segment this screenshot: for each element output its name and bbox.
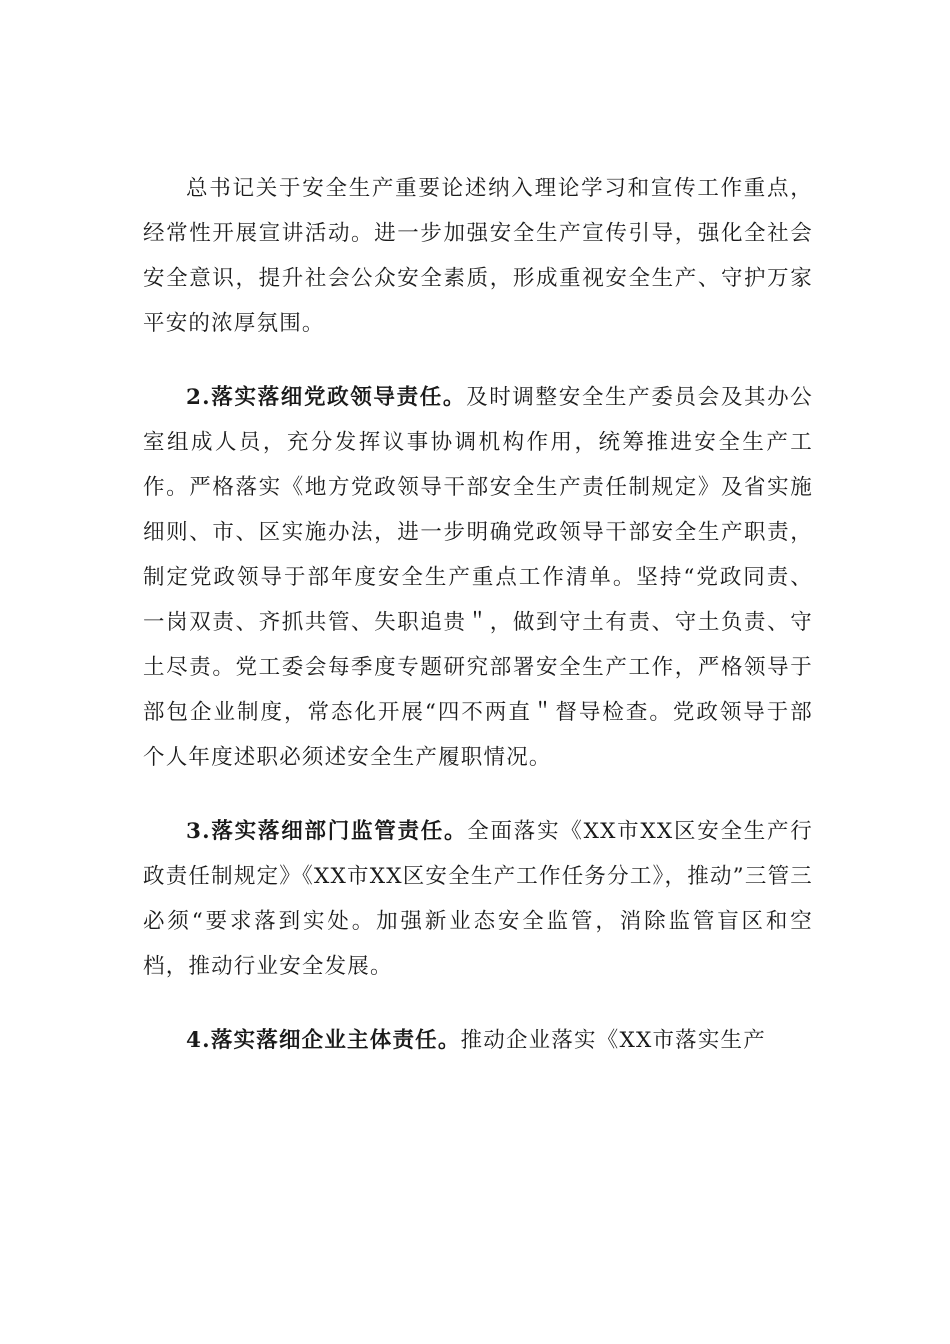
paragraph-4-heading: 4.落实落细企业主体责任。 [186, 1028, 461, 1053]
paragraph-1-text: 总书记关于安全生产重要论述纳入理论学习和宣传工作重点，经常性开展宣讲活动。进一步加强安全生产宣传引导，强化全社会安全意识，提升社会公众安全素质，形成重视安全生产、守护万家平安的浓厚氛围。 [143, 176, 813, 336]
paragraph-2-text: 及时调整安全生产委员会及其办公室组成人员，充分发挥议事协调机构作用，统筹推进安全生产工作。严格落实《地方党政领导干部安全生产责任制规定》及省实施细则、市、区实施办法，进一步明确党政领导干部安全生产职责，制定党政领导于部年度安全生产重点工作清单。坚持“党政同责、一岗双责、齐抓共管、失职追贵＂，做到守土有责、守土负责、守土尽责。党工委会每季度专题研究部署安全生产工作，严格领导于部包企业制度，常态化开展“四不两直＂督导检查。党政领导于部个人年度述职必须述安全生产履职情况。 [143, 385, 813, 770]
paragraph-4 [143, 1018, 813, 1063]
document-body [143, 166, 813, 1063]
paragraph-3-text: 全面落实《XX市XX区安全生产行政责任制规定》《XX市XX区安全生产工作任务分工》，推动”三管三必须“要求落到实处。加强新业态安全监管，消除监管盲区和空档，推动行业安全发展。 [143, 819, 813, 979]
paragraph-3 [143, 809, 813, 989]
paragraph-3-heading: 3.落实落细部门监管责任。 [186, 819, 468, 844]
paragraph-4-text: 推动企业落实《XX市落实生产 [460, 1028, 766, 1053]
paragraph-1 [143, 166, 813, 346]
paragraph-2 [143, 375, 813, 780]
paragraph-2-heading: 2.落实落细党政领导责任。 [186, 385, 467, 410]
